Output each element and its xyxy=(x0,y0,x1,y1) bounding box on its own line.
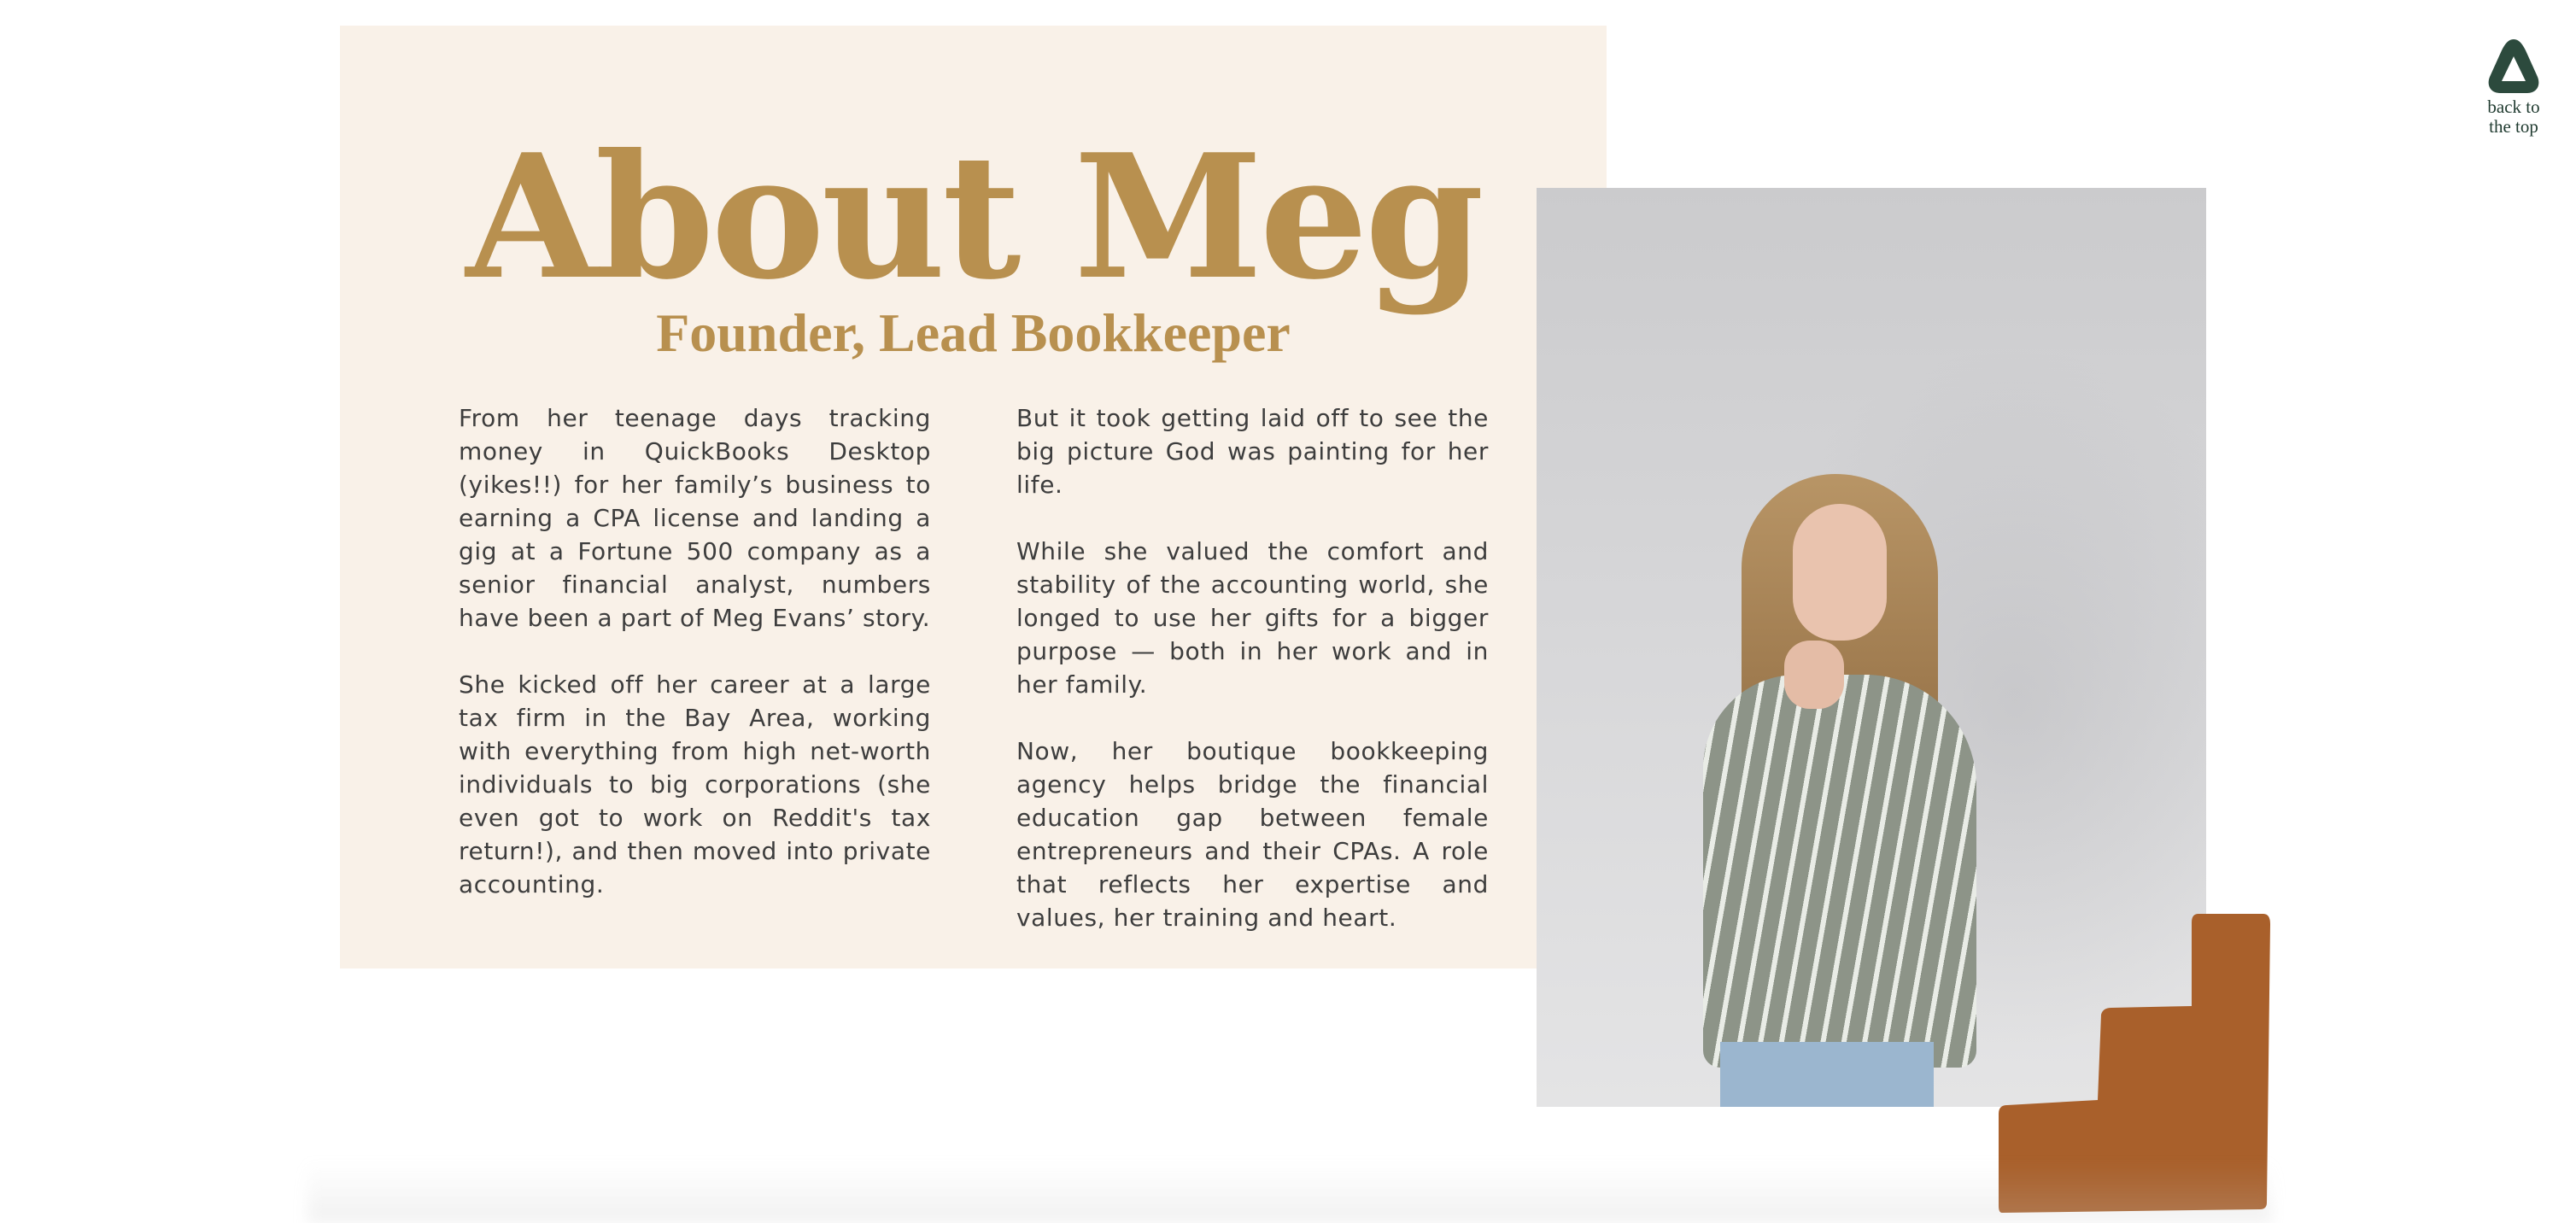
page-subtitle: Founder, Lead Bookkeeper xyxy=(656,302,1291,363)
bio-paragraph: She kicked off her career at a large tax firm in the Bay Area, working with everything from high net-worth individuals to big corporations (she even got to work on Reddit's tax return!), and then moved into private accounting. xyxy=(459,670,931,898)
photo-face xyxy=(1793,504,1887,641)
bio-column-right xyxy=(1016,401,1489,968)
bio-paragraph: Now, her boutique bookkeeping agency helps bridge the financial education gap between female entrepreneurs and their CPAs. A role that reflects her expertise and values, her training and heart. xyxy=(1016,737,1489,932)
bio-column-left xyxy=(459,401,931,934)
page-title: About Meg xyxy=(465,117,1481,318)
bio-paragraph: From her teenage days tracking money in QuickBooks Desktop (yikes!!) for her family’s business to earning a CPA license and landing a gig at a Fortune 500 company as a senior financial analyst, numbers have been a part of Meg Evans’ story. xyxy=(459,404,931,632)
photo-jeans xyxy=(1720,1042,1934,1107)
bio-paragraph: But it took getting laid off to see the big picture God was painting for her life. xyxy=(1016,404,1489,499)
photo-shirt xyxy=(1703,675,1976,1068)
back-to-top-label: back to the top xyxy=(2487,97,2540,137)
section-divider-shadow xyxy=(307,1162,2272,1223)
triangle-icon xyxy=(2482,34,2545,97)
back-to-top-button[interactable] xyxy=(2471,34,2556,154)
photo-hand xyxy=(1784,641,1844,709)
bio-paragraph: While she valued the comfort and stability of the accounting world, she longed to use her gifts for a bigger purpose — both in her work and in her family. xyxy=(1016,537,1489,699)
